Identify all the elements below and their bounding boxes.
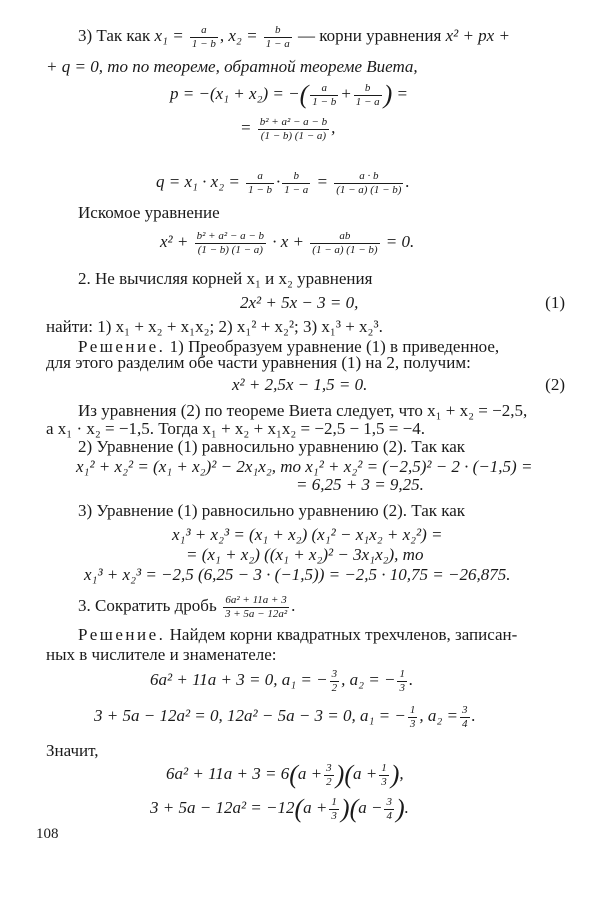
roots-equation-2	[94, 704, 476, 730]
fraction	[354, 82, 382, 108]
sought-label: Искомое уравнение	[78, 203, 220, 222]
numerator: b	[264, 24, 292, 38]
p-equation: p = −(x₁ + x₂) = −( $\frac{a}{1 - b}$ + $\frac{b}{1 - a}$ ) =	[170, 80, 409, 110]
so-label: Значит,	[46, 741, 99, 760]
numerator: 3	[326, 762, 332, 774]
text: 3 + 5a − 12a² = −12	[150, 798, 295, 818]
denominator: 2	[331, 681, 338, 694]
p-equation-line2	[240, 116, 335, 142]
text: , a₂ = −	[341, 670, 396, 690]
numerator: a	[190, 24, 218, 38]
roots-equation-1	[150, 668, 413, 694]
text: .	[408, 670, 414, 690]
denominator: (1 − b) (1 − a)	[260, 129, 327, 142]
part2-line2: x₁² + x₂² = (x₁ + x₂)² − 2x₁x₂, то x₁² + x₂² = (−2,5)² − 2 · (−1,5) =	[76, 457, 533, 476]
equation-2: x² + 2,5x − 1,5 = 0.	[232, 375, 368, 394]
denominator: 1 − b	[248, 183, 273, 196]
fraction	[246, 170, 274, 196]
equation-number-1: (1)	[545, 293, 565, 312]
page-number: 108	[36, 826, 59, 842]
fraction	[264, 24, 292, 50]
factorization-1	[166, 762, 404, 788]
text: = 0.	[385, 232, 415, 252]
text: 1) Преобразуем уравнение (1) в приведенное,	[165, 337, 500, 356]
fraction	[223, 594, 289, 620]
denominator: 2	[326, 775, 332, 788]
text: .	[471, 706, 476, 726]
fraction	[408, 704, 418, 730]
fraction	[379, 762, 389, 788]
text: =	[240, 118, 252, 138]
text: .	[404, 798, 409, 818]
fraction	[334, 170, 403, 196]
part3-line1: 3) Уравнение (1) равносильно уравнению (2). Так как	[78, 501, 466, 520]
numerator: a	[310, 82, 338, 96]
text: 6a² + 11a + 3 = 6	[166, 764, 290, 784]
text: 3 + 5a − 12a² = 0, 12a² − 5a − 3 = 0, a₁ = −	[94, 706, 406, 726]
text: 6a² + 11a + 3 = 0, a₁ = −	[150, 670, 328, 690]
paren: )	[390, 760, 400, 790]
paren: (	[294, 794, 304, 824]
denominator: 3	[381, 775, 387, 788]
text: .	[291, 596, 296, 616]
equation: x² + px +	[445, 26, 510, 46]
denominator: (1 − b) (1 − a)	[197, 243, 263, 256]
fraction	[258, 116, 329, 142]
text: · x +	[272, 232, 305, 252]
task3-heading	[78, 594, 295, 620]
numerator: ab	[310, 230, 379, 244]
part3-line2: x₁³ + x₂³ = (x₁ + x₂) (x₁² − x₁x₂ + x₂²) =	[172, 525, 443, 544]
numerator: 3	[386, 796, 392, 808]
text: ,	[331, 118, 336, 138]
numerator: 1	[331, 796, 337, 808]
text: =	[396, 84, 409, 104]
solution-label: Решение.	[78, 337, 166, 356]
text: .	[405, 172, 410, 192]
fraction	[195, 230, 266, 256]
part3-line3: = (x₁ + x₂) ((x₁ + x₂)² − 3x₁x₂), то	[186, 545, 424, 564]
text: a +	[353, 764, 378, 784]
numerator: b	[354, 82, 382, 96]
numerator: b	[282, 170, 310, 184]
item3-line2: + q = 0, то по теореме, обратной теореме Виета,	[46, 57, 418, 76]
text: x² +	[160, 232, 189, 252]
part2-line1: 2) Уравнение (1) равносильно уравнению (2). Так как	[78, 437, 466, 456]
text: a +	[303, 798, 328, 818]
task2-find: найти: 1) x₁ + x₂ + x₁x₂; 2) x₁² + x₂²; 3) x₁³ + x₂³.	[46, 317, 383, 336]
factorization-2	[150, 796, 409, 822]
text: 3) Так как	[78, 26, 151, 46]
solution-label: Решение.	[78, 625, 166, 644]
text: p = −(x₁ + x₂) = −	[170, 84, 300, 104]
text: — корни уравнения	[297, 26, 442, 46]
numerator: 3	[462, 704, 468, 716]
denominator: 3 + 5a − 12a²	[224, 607, 288, 620]
fraction	[282, 170, 310, 196]
equation-1: 2x² + 5x − 3 = 0,	[240, 293, 359, 312]
fraction	[397, 668, 407, 694]
q-equation	[156, 170, 410, 196]
paren: (	[289, 760, 298, 790]
fraction	[329, 796, 339, 822]
text: , a₂ =	[419, 706, 459, 726]
text: Найдем корни квадратных трехчленов, записан-	[165, 625, 518, 644]
text: a −	[358, 798, 383, 818]
denominator: (1 − a) (1 − b)	[312, 243, 378, 256]
paren: )	[340, 794, 350, 824]
text: a +	[297, 764, 323, 784]
fraction	[310, 82, 338, 108]
numerator: 1	[409, 704, 416, 716]
numerator: 1	[381, 762, 387, 774]
numerator: 6a² + 11a + 3	[223, 594, 289, 608]
numerator: 3	[331, 668, 338, 680]
fraction	[330, 668, 340, 694]
numerator: b² + a² − a − b	[259, 116, 328, 128]
text: q = x₁ · x₂ =	[156, 172, 240, 192]
fraction	[190, 24, 218, 50]
numerator: a · b	[334, 170, 403, 184]
part2-line3: = 6,25 + 3 = 9,25.	[296, 475, 424, 494]
denominator: 1 − a	[355, 95, 380, 108]
solution3-line1	[78, 624, 517, 646]
fraction	[324, 762, 334, 788]
part3-line4: x₁³ + x₂³ = −2,5 (6,25 − 3 · (−1,5)) = −2,5 · 10,75 = −26,875.	[84, 565, 511, 584]
denominator: 1 − b	[312, 95, 337, 108]
fraction	[310, 230, 379, 256]
viet-line1: Из уравнения (2) по теореме Виета следует, что x₁ + x₂ = −2,5,	[78, 401, 528, 420]
denominator: 3	[409, 717, 416, 730]
item3-line1: 3) Так как x₁ = $\frac{a}{1 - b}$ , x₂ = $\frac{b}{1 - a}$ — корни уравнения x² + px +	[78, 24, 510, 50]
paren: (	[349, 794, 359, 824]
equation-number-2: (2)	[545, 375, 565, 394]
denominator: (1 − a) (1 − b)	[336, 183, 402, 196]
text: =	[316, 172, 328, 192]
fraction	[460, 704, 470, 730]
denominator: 4	[386, 809, 392, 822]
task2-heading: 2. Не вычисляя корней x₁ и x₂ уравнения	[78, 269, 373, 288]
denominator: 4	[462, 717, 468, 730]
denominator: 1 − b	[191, 37, 216, 50]
text: ,	[399, 764, 404, 784]
text: ·	[276, 172, 281, 192]
paren: (	[344, 760, 353, 790]
numerator: a	[246, 170, 274, 184]
paren: )	[335, 760, 345, 790]
solution3-line2: ных в числителе и знаменателе:	[46, 645, 277, 664]
text: 3. Сократить дробь	[78, 596, 217, 616]
denominator: 3	[331, 809, 337, 822]
numerator: 1	[399, 668, 405, 680]
numerator: b² + a² − a − b	[196, 230, 264, 242]
denominator: 1 − a	[265, 37, 290, 50]
sought-equation	[160, 230, 414, 256]
denominator: 3	[399, 681, 405, 694]
paren: )	[395, 794, 405, 824]
viet-line2: а x₁ · x₂ = −1,5. Тогда x₁ + x₂ + x₁x₂ = −2,5 − 1,5 = −4.	[46, 419, 425, 438]
denominator: 1 − a	[284, 183, 309, 196]
solution-line2: для этого разделим обе части уравнения (1) на 2, получим:	[46, 353, 471, 372]
fraction	[384, 796, 394, 822]
